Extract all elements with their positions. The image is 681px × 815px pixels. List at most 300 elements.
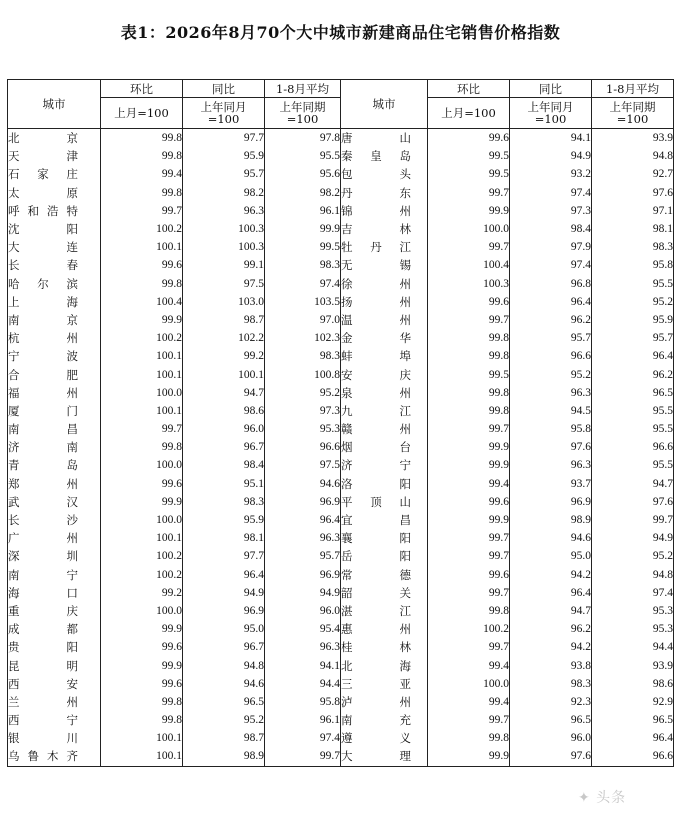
right-city-cell: 九 江 — [341, 402, 428, 420]
left-yoy-cell: 98.4 — [183, 456, 265, 474]
left-mom-cell: 100.0 — [101, 456, 183, 474]
left-avg-cell: 95.3 — [265, 420, 341, 438]
left-yoy-cell: 94.8 — [183, 656, 265, 674]
left-avg-cell: 96.6 — [265, 438, 341, 456]
right-mom-cell: 99.7 — [428, 638, 510, 656]
right-avg-cell: 98.6 — [652, 677, 673, 690]
right-mom-cell: 99.8 — [428, 347, 510, 365]
right-city-cell: 宜 昌 — [341, 511, 428, 529]
right-avg-cell: 95.8 — [652, 259, 673, 272]
left-avg-cell: 102.3 — [265, 329, 341, 347]
table-row — [8, 584, 674, 602]
left-mom-cell: 99.9 — [101, 620, 183, 638]
right-mom-cell: 99.7 — [428, 711, 510, 729]
left-avg-cell: 96.9 — [265, 493, 341, 511]
right-city-cell: 安 庆 — [341, 365, 428, 383]
right-avg-cell: 92.9 — [652, 695, 673, 708]
right-mom-cell: 99.7 — [428, 238, 510, 256]
left-avg-cell: 95.5 — [265, 147, 341, 165]
right-city-cell: 三 亚 — [341, 675, 428, 693]
left-yoy-cell: 98.7 — [183, 311, 265, 329]
right-avg-cell: 96.4 — [652, 732, 673, 745]
left-city-cell: 武 汉 — [8, 493, 101, 511]
left-mom-cell: 100.1 — [101, 747, 183, 766]
left-mom-cell: 100.1 — [101, 238, 183, 256]
left-city-cell: 呼 和 浩 特 — [8, 202, 101, 220]
right-avg-cell: 97.6 — [652, 495, 673, 508]
left-mom-cell: 100.2 — [101, 220, 183, 238]
left-city-cell: 大 连 — [8, 238, 101, 256]
left-avg-cell: 97.4 — [265, 729, 341, 747]
right-avg-cell: 95.2 — [652, 550, 673, 563]
table-row — [8, 420, 674, 438]
right-city-cell: 唐 山 — [341, 129, 428, 148]
table-row — [8, 602, 674, 620]
left-city-cell: 贵 阳 — [8, 638, 101, 656]
left-avg-cell: 98.3 — [265, 347, 341, 365]
right-city-cell: 金 华 — [341, 329, 428, 347]
table-row — [8, 638, 674, 656]
price-index-table — [7, 79, 674, 767]
right-avg-cell: 94.7 — [652, 477, 673, 490]
left-yoy-cell: 98.7 — [183, 729, 265, 747]
left-city-cell: 福 州 — [8, 384, 101, 402]
left-avg-cell: 96.0 — [265, 602, 341, 620]
right-avg-cell: 96.4 — [652, 350, 673, 363]
right-yoy-cell: 97.9 — [510, 238, 592, 256]
right-mom-cell: 99.9 — [428, 438, 510, 456]
right-yoy-cell: 96.8 — [510, 275, 592, 293]
table-row — [8, 456, 674, 474]
right-mom-cell: 99.9 — [428, 747, 510, 766]
left-city-cell: 济 南 — [8, 438, 101, 456]
table-row — [8, 384, 674, 402]
right-city-cell: 襄 阳 — [341, 529, 428, 547]
right-mom-cell: 99.7 — [428, 184, 510, 202]
left-yoy-cell: 103.0 — [183, 293, 265, 311]
right-city-cell: 岳 阳 — [341, 547, 428, 565]
header-city-right: 城市 — [341, 80, 428, 129]
right-avg-cell: 96.2 — [652, 368, 673, 381]
left-avg-cell: 96.3 — [265, 638, 341, 656]
right-mom-cell: 99.5 — [428, 165, 510, 183]
left-avg-cell: 95.7 — [265, 547, 341, 565]
right-avg-cell: 95.7 — [652, 332, 673, 345]
right-yoy-cell: 95.0 — [510, 547, 592, 565]
right-city-cell: 惠 州 — [341, 620, 428, 638]
left-mom-cell: 100.0 — [101, 602, 183, 620]
left-city-cell: 昆 明 — [8, 656, 101, 674]
right-city-cell: 牡 丹 江 — [341, 238, 428, 256]
right-avg-cell: 95.3 — [652, 604, 673, 617]
left-city-cell: 合 肥 — [8, 365, 101, 383]
table-row — [8, 293, 674, 311]
table-title: 表1：2026年8月70个大中城市新建商品住宅销售价格指数 — [120, 23, 561, 42]
right-city-cell: 徐 州 — [341, 275, 428, 293]
left-yoy-cell: 97.7 — [183, 129, 265, 148]
header-yoy-base-left: 上年同月 =100 — [183, 98, 265, 129]
left-mom-cell: 100.1 — [101, 729, 183, 747]
right-yoy-cell: 96.3 — [510, 456, 592, 474]
table-row — [8, 275, 674, 293]
right-yoy-cell: 97.4 — [510, 256, 592, 274]
left-mom-cell: 99.9 — [101, 493, 183, 511]
left-avg-cell: 98.2 — [265, 184, 341, 202]
left-city-cell: 太 原 — [8, 184, 101, 202]
right-mom-cell: 99.6 — [428, 493, 510, 511]
left-yoy-cell: 95.9 — [183, 511, 265, 529]
right-city-cell: 洛 阳 — [341, 475, 428, 493]
right-avg-cell: 95.3 — [652, 623, 673, 636]
right-city-cell: 温 州 — [341, 311, 428, 329]
left-yoy-cell: 95.1 — [183, 475, 265, 493]
table-body — [8, 129, 674, 767]
right-city-cell: 扬 州 — [341, 293, 428, 311]
left-avg-cell: 99.5 — [265, 238, 341, 256]
header-yoy-right: 同比 — [510, 80, 592, 98]
right-avg-cell: 95.2 — [652, 295, 673, 308]
left-yoy-cell: 99.2 — [183, 347, 265, 365]
left-avg-cell: 97.3 — [265, 402, 341, 420]
left-mom-cell: 100.2 — [101, 329, 183, 347]
table-row — [8, 365, 674, 383]
left-mom-cell: 100.1 — [101, 347, 183, 365]
right-avg-cell: 95.5 — [652, 277, 673, 290]
left-mom-cell: 99.6 — [101, 475, 183, 493]
left-city-cell: 西 宁 — [8, 711, 101, 729]
left-yoy-cell: 96.4 — [183, 566, 265, 584]
left-mom-cell: 99.8 — [101, 147, 183, 165]
right-avg-cell: 94.4 — [652, 641, 673, 654]
right-mom-cell: 99.7 — [428, 420, 510, 438]
right-yoy-cell: 96.4 — [510, 293, 592, 311]
right-yoy-cell: 96.3 — [510, 384, 592, 402]
left-yoy-cell: 96.5 — [183, 693, 265, 711]
right-avg-cell: 94.9 — [652, 532, 673, 545]
right-yoy-cell: 94.2 — [510, 566, 592, 584]
table-row — [8, 529, 674, 547]
right-avg-cell: 99.7 — [652, 514, 673, 527]
table-row — [8, 656, 674, 674]
right-yoy-cell: 95.7 — [510, 329, 592, 347]
left-mom-cell: 99.6 — [101, 256, 183, 274]
left-mom-cell: 100.4 — [101, 293, 183, 311]
left-yoy-cell: 96.0 — [183, 420, 265, 438]
left-avg-cell: 96.9 — [265, 566, 341, 584]
left-yoy-cell: 97.5 — [183, 275, 265, 293]
right-city-cell: 韶 关 — [341, 584, 428, 602]
right-mom-cell: 100.4 — [428, 256, 510, 274]
left-avg-cell: 96.1 — [265, 711, 341, 729]
left-avg-cell: 96.4 — [265, 511, 341, 529]
left-city-cell: 杭 州 — [8, 329, 101, 347]
left-yoy-cell: 100.3 — [183, 220, 265, 238]
right-city-cell: 北 海 — [341, 656, 428, 674]
left-city-cell: 天 津 — [8, 147, 101, 165]
right-yoy-cell: 98.4 — [510, 220, 592, 238]
right-mom-cell: 99.7 — [428, 529, 510, 547]
left-mom-cell: 99.8 — [101, 438, 183, 456]
right-yoy-cell: 94.6 — [510, 529, 592, 547]
right-yoy-cell: 98.9 — [510, 511, 592, 529]
left-yoy-cell: 94.9 — [183, 584, 265, 602]
right-avg-cell: 96.5 — [652, 714, 673, 727]
left-city-cell: 深 圳 — [8, 547, 101, 565]
header-mom-base-right: 上月=100 — [428, 98, 510, 129]
header-avg-left: 1-8月平均 — [265, 80, 341, 98]
left-mom-cell: 99.8 — [101, 693, 183, 711]
table-row — [8, 475, 674, 493]
left-avg-cell: 95.8 — [265, 693, 341, 711]
right-yoy-cell: 98.3 — [510, 675, 592, 693]
right-avg-cell: 95.5 — [652, 404, 673, 417]
left-city-cell: 成 都 — [8, 620, 101, 638]
left-city-cell: 上 海 — [8, 293, 101, 311]
right-mom-cell: 99.8 — [428, 729, 510, 747]
right-mom-cell: 99.8 — [428, 602, 510, 620]
left-avg-cell: 95.2 — [265, 384, 341, 402]
right-yoy-cell: 92.3 — [510, 693, 592, 711]
left-yoy-cell: 98.1 — [183, 529, 265, 547]
left-yoy-cell: 97.7 — [183, 547, 265, 565]
right-yoy-cell: 96.9 — [510, 493, 592, 511]
table-row — [8, 747, 674, 766]
left-yoy-cell: 94.7 — [183, 384, 265, 402]
left-yoy-cell: 95.0 — [183, 620, 265, 638]
header-avg-base-left: 上年同期 =100 — [265, 98, 341, 129]
watermark-logo: ✦ 头条 — [578, 790, 627, 806]
left-avg-cell: 97.4 — [265, 275, 341, 293]
right-yoy-cell: 97.6 — [510, 747, 592, 766]
right-avg-cell: 97.6 — [652, 186, 673, 199]
left-avg-cell: 97.0 — [265, 311, 341, 329]
right-city-cell: 烟 台 — [341, 438, 428, 456]
left-mom-cell: 100.1 — [101, 529, 183, 547]
table-row — [8, 147, 674, 165]
right-avg-cell: 97.1 — [652, 204, 673, 217]
left-yoy-cell: 96.9 — [183, 602, 265, 620]
right-yoy-cell: 96.0 — [510, 729, 592, 747]
right-mom-cell: 99.6 — [428, 129, 510, 148]
table-row — [8, 165, 674, 183]
left-city-cell: 乌 鲁 木 齐 — [8, 747, 101, 766]
table-row — [8, 547, 674, 565]
right-city-cell: 南 充 — [341, 711, 428, 729]
table-row — [8, 329, 674, 347]
left-avg-cell: 94.4 — [265, 675, 341, 693]
left-mom-cell: 99.7 — [101, 202, 183, 220]
right-mom-cell: 99.5 — [428, 147, 510, 165]
right-avg-cell: 93.9 — [652, 132, 673, 145]
left-mom-cell: 100.1 — [101, 365, 183, 383]
right-yoy-cell: 94.7 — [510, 602, 592, 620]
right-avg-cell: 96.6 — [592, 747, 674, 766]
right-avg-cell: 98.1 — [652, 223, 673, 236]
right-avg-cell: 96.6 — [652, 441, 673, 454]
left-city-cell: 宁 波 — [8, 347, 101, 365]
right-city-cell: 遵 义 — [341, 729, 428, 747]
table-row — [8, 438, 674, 456]
right-yoy-cell: 94.9 — [510, 147, 592, 165]
left-yoy-cell: 100.1 — [183, 365, 265, 383]
right-city-cell: 湛 江 — [341, 602, 428, 620]
right-mom-cell: 99.7 — [428, 547, 510, 565]
left-mom-cell: 99.2 — [101, 584, 183, 602]
right-yoy-cell: 94.2 — [510, 638, 592, 656]
left-avg-cell: 94.1 — [265, 656, 341, 674]
right-avg-cell: 94.8 — [652, 150, 673, 163]
right-city-cell: 秦 皇 岛 — [341, 147, 428, 165]
right-city-cell: 济 宁 — [341, 456, 428, 474]
left-yoy-cell: 96.7 — [183, 438, 265, 456]
left-city-cell: 银 川 — [8, 729, 101, 747]
left-city-cell: 郑 州 — [8, 475, 101, 493]
left-avg-cell: 94.9 — [265, 584, 341, 602]
right-avg-cell: 92.7 — [652, 168, 673, 181]
right-city-cell: 常 德 — [341, 566, 428, 584]
table-row — [8, 566, 674, 584]
right-mom-cell: 99.8 — [428, 384, 510, 402]
left-mom-cell: 100.2 — [101, 566, 183, 584]
left-mom-cell: 99.4 — [101, 165, 183, 183]
right-avg-cell: 95.9 — [652, 313, 673, 326]
right-mom-cell: 99.7 — [428, 584, 510, 602]
left-city-cell: 青 岛 — [8, 456, 101, 474]
left-yoy-cell: 102.2 — [183, 329, 265, 347]
right-mom-cell: 99.4 — [428, 693, 510, 711]
left-avg-cell: 97.5 — [265, 456, 341, 474]
left-mom-cell: 99.9 — [101, 656, 183, 674]
right-avg-cell: 97.4 — [652, 586, 673, 599]
left-avg-cell: 95.6 — [265, 165, 341, 183]
left-yoy-cell: 99.1 — [183, 256, 265, 274]
table-row — [8, 711, 674, 729]
right-mom-cell: 99.7 — [428, 311, 510, 329]
left-mom-cell: 99.6 — [101, 638, 183, 656]
table-row — [8, 256, 674, 274]
right-mom-cell: 99.8 — [428, 329, 510, 347]
table-row — [8, 220, 674, 238]
left-yoy-cell: 98.2 — [183, 184, 265, 202]
table-row — [8, 184, 674, 202]
right-yoy-cell: 95.2 — [510, 365, 592, 383]
right-city-cell: 桂 林 — [341, 638, 428, 656]
right-mom-cell: 100.2 — [428, 620, 510, 638]
table-row — [8, 129, 674, 148]
right-mom-cell: 99.9 — [428, 202, 510, 220]
right-mom-cell: 99.4 — [428, 656, 510, 674]
left-city-cell: 兰 州 — [8, 693, 101, 711]
right-yoy-cell: 96.4 — [510, 584, 592, 602]
left-mom-cell: 99.8 — [101, 184, 183, 202]
left-yoy-cell: 95.7 — [183, 165, 265, 183]
right-avg-cell: 94.8 — [652, 568, 673, 581]
right-yoy-cell: 97.4 — [510, 184, 592, 202]
left-city-cell: 重 庆 — [8, 602, 101, 620]
right-city-cell: 无 锡 — [341, 256, 428, 274]
left-mom-cell: 99.7 — [101, 420, 183, 438]
left-city-cell: 长 春 — [8, 256, 101, 274]
right-avg-cell: 96.5 — [652, 386, 673, 399]
left-yoy-cell: 98.9 — [183, 747, 265, 766]
right-city-cell: 赣 州 — [341, 420, 428, 438]
left-city-cell: 石 家 庄 — [8, 165, 101, 183]
left-avg-cell: 97.8 — [265, 129, 341, 148]
header-yoy-base-right: 上年同月 =100 — [510, 98, 592, 129]
right-yoy-cell: 93.2 — [510, 165, 592, 183]
right-mom-cell: 100.0 — [428, 220, 510, 238]
table-row — [8, 238, 674, 256]
left-avg-cell: 99.9 — [265, 220, 341, 238]
right-mom-cell: 99.9 — [428, 511, 510, 529]
left-avg-cell: 96.3 — [265, 529, 341, 547]
left-mom-cell: 100.0 — [101, 384, 183, 402]
left-yoy-cell: 94.6 — [183, 675, 265, 693]
table-row — [8, 347, 674, 365]
left-mom-cell: 100.1 — [101, 402, 183, 420]
left-mom-cell: 99.8 — [101, 711, 183, 729]
left-avg-cell: 98.3 — [265, 256, 341, 274]
right-yoy-cell: 93.7 — [510, 475, 592, 493]
right-city-cell: 蚌 埠 — [341, 347, 428, 365]
right-city-cell: 大 理 — [341, 747, 428, 766]
left-avg-cell: 100.8 — [265, 365, 341, 383]
header-mom-right: 环比 — [428, 80, 510, 98]
header-city-left: 城市 — [8, 80, 101, 129]
table-row — [8, 729, 674, 747]
right-mom-cell: 100.3 — [428, 275, 510, 293]
left-city-cell: 沈 阳 — [8, 220, 101, 238]
left-yoy-cell: 96.7 — [183, 638, 265, 656]
right-city-cell: 泉 州 — [341, 384, 428, 402]
right-avg-cell: 93.9 — [652, 659, 673, 672]
table-row — [8, 511, 674, 529]
right-mom-cell: 99.6 — [428, 566, 510, 584]
left-mom-cell: 100.0 — [101, 511, 183, 529]
left-city-cell: 广 州 — [8, 529, 101, 547]
table-row — [8, 311, 674, 329]
header-mom-left: 环比 — [101, 80, 183, 98]
left-city-cell: 南 昌 — [8, 420, 101, 438]
header-yoy-left: 同比 — [183, 80, 265, 98]
left-avg-cell: 99.7 — [265, 747, 341, 766]
left-city-cell: 西 安 — [8, 675, 101, 693]
table-row — [8, 675, 674, 693]
right-mom-cell: 100.0 — [428, 675, 510, 693]
right-city-cell: 泸 州 — [341, 693, 428, 711]
left-yoy-cell: 96.3 — [183, 202, 265, 220]
right-city-cell: 包 头 — [341, 165, 428, 183]
left-avg-cell: 94.6 — [265, 475, 341, 493]
left-yoy-cell: 98.3 — [183, 493, 265, 511]
right-avg-cell: 95.5 — [652, 423, 673, 436]
left-mom-cell: 99.8 — [101, 129, 183, 148]
left-mom-cell: 99.9 — [101, 311, 183, 329]
right-yoy-cell: 96.6 — [510, 347, 592, 365]
right-avg-cell: 98.3 — [652, 241, 673, 254]
left-city-cell: 南 京 — [8, 311, 101, 329]
right-mom-cell: 99.9 — [428, 456, 510, 474]
left-city-cell: 北 京 — [8, 129, 101, 148]
left-mom-cell: 99.6 — [101, 675, 183, 693]
left-city-cell: 厦 门 — [8, 402, 101, 420]
left-yoy-cell: 95.2 — [183, 711, 265, 729]
table-row — [8, 620, 674, 638]
left-avg-cell: 103.5 — [265, 293, 341, 311]
header-mom-base-left: 上月=100 — [101, 98, 183, 129]
left-city-cell: 哈 尔 滨 — [8, 275, 101, 293]
right-mom-cell: 99.8 — [428, 402, 510, 420]
